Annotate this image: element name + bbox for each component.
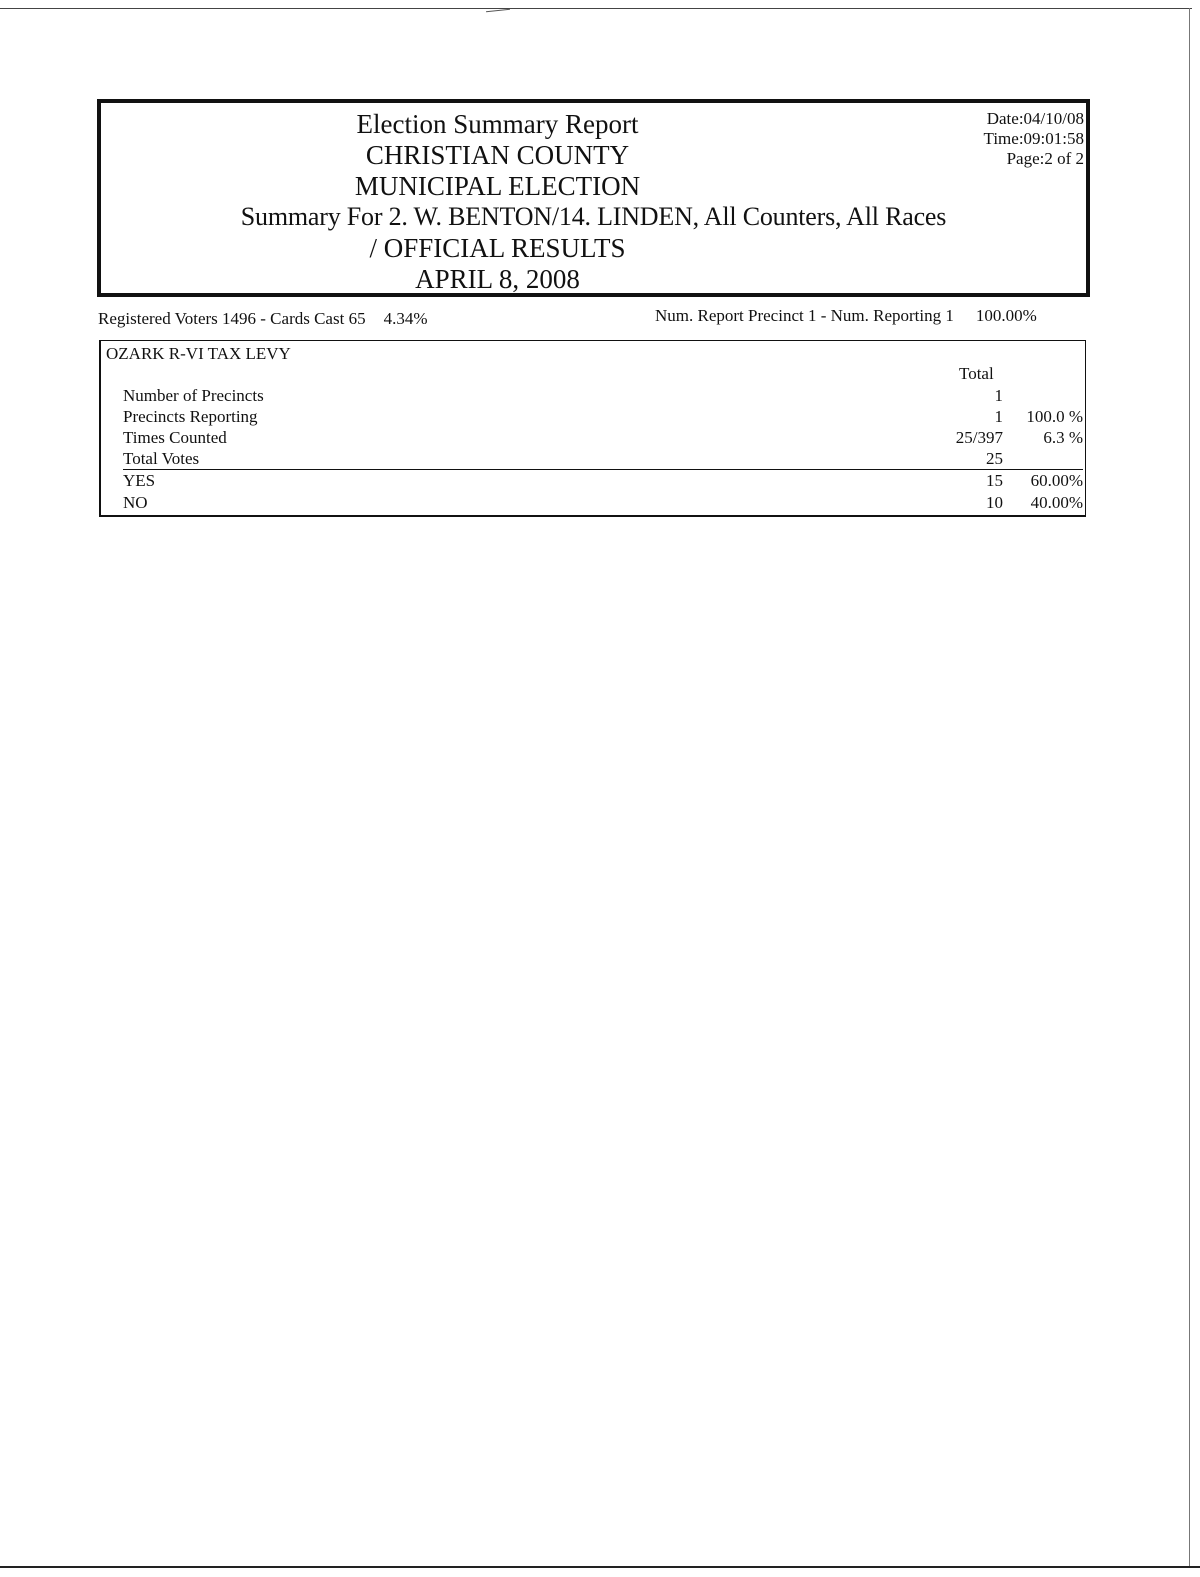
election-date: APRIL 8, 2008 (415, 264, 580, 294)
table-row (101, 407, 1085, 428)
precincts-reporting-summary: Num. Report Precinct 1 - Num. Reporting 1 (655, 306, 954, 325)
table-row (101, 386, 1085, 407)
scan-mark (486, 9, 510, 13)
report-date: Date:04/10/08 (986, 109, 1084, 128)
report-title: Election Summary Report (356, 109, 639, 139)
county-name: CHRISTIAN COUNTY (365, 140, 630, 170)
table-row (101, 493, 1085, 514)
choice-votes: 15 (986, 471, 1003, 490)
row-total: 25/397 (955, 428, 1003, 447)
summary-for: Summary For 2. W. BENTON/14. LINDEN, All Counters, All Races (240, 202, 947, 231)
choice-percent: 60.00% (1030, 471, 1083, 490)
row-total: 1 (994, 386, 1003, 405)
registered-voters: Registered Voters 1496 - Cards Cast 65 (98, 309, 366, 328)
total-column-header: Total (959, 364, 994, 383)
row-percent: 6.3 % (1043, 428, 1083, 447)
reporting-percent: 100.00% (975, 306, 1037, 325)
row-label: Total Votes (123, 449, 200, 468)
report-time: Time:09:01:58 (983, 129, 1084, 148)
reporting-summary (655, 306, 1037, 326)
choice-label: NO (123, 493, 148, 512)
choice-label: YES (123, 471, 156, 490)
totals-divider (123, 469, 1083, 470)
report-page: Page:2 of 2 (1006, 149, 1084, 168)
official-results: / OFFICIAL RESULTS (369, 233, 626, 263)
row-total: 25 (986, 449, 1003, 468)
table-row (101, 471, 1085, 492)
row-label: Number of Precincts (123, 386, 264, 405)
cards-cast-percent: 4.34% (383, 309, 428, 328)
table-row (101, 428, 1085, 449)
registered-voters-summary (98, 309, 428, 329)
page-edge-bottom (0, 1566, 1200, 1568)
race-title: OZARK R-VI TAX LEVY (106, 344, 291, 363)
row-percent: 100.0 % (1026, 407, 1083, 426)
row-label: Precincts Reporting (123, 407, 258, 426)
report-header (97, 99, 1090, 297)
page-edge-right (1189, 8, 1190, 1568)
row-label: Times Counted (123, 428, 227, 447)
choice-votes: 10 (986, 493, 1003, 512)
report-meta (984, 109, 1084, 169)
race-table (99, 340, 1086, 517)
row-total: 1 (994, 407, 1003, 426)
election-name: MUNICIPAL ELECTION (354, 171, 641, 201)
table-row (101, 449, 1085, 470)
choice-percent: 40.00% (1030, 493, 1083, 512)
page-edge-top (0, 8, 1192, 9)
